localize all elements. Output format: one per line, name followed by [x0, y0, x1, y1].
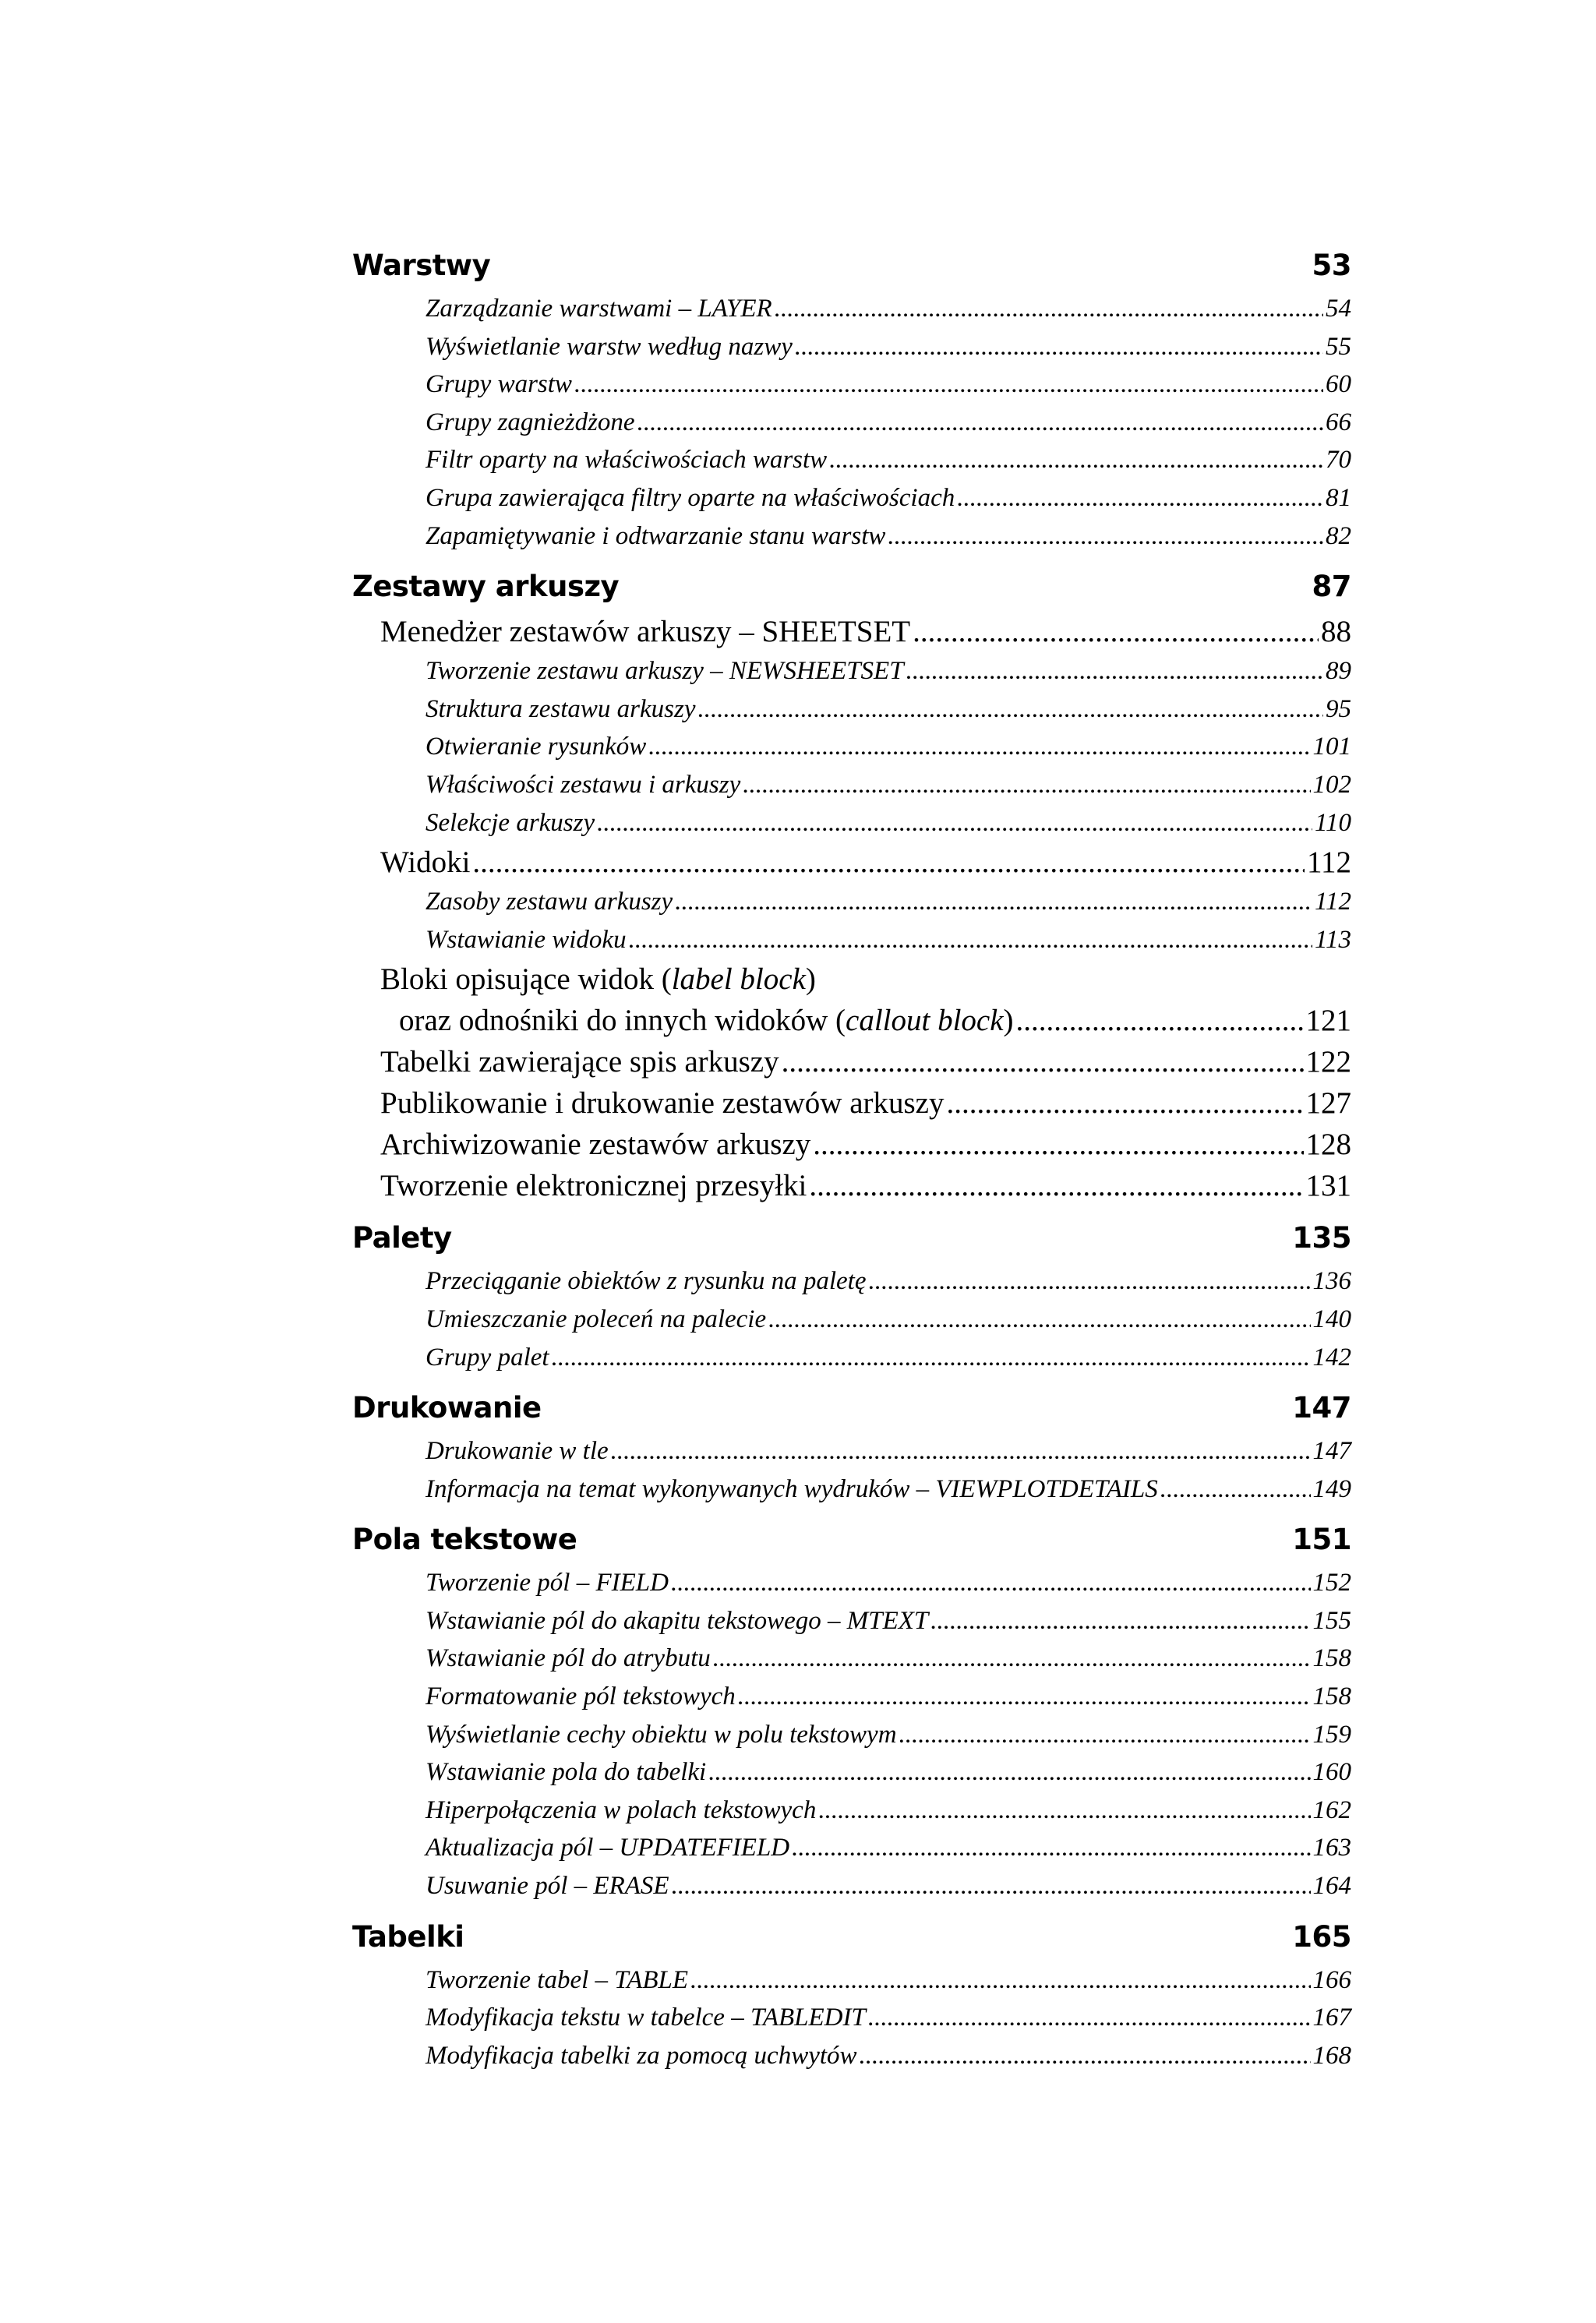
entry-page: 110	[1314, 808, 1351, 837]
chapter-heading	[352, 1384, 1351, 1432]
entry-label: Bloki opisujące widok (	[380, 962, 672, 997]
toc-entry	[380, 1082, 1351, 1124]
entry-label: Drukowanie w tle	[425, 1437, 609, 1466]
toc-entry	[425, 1999, 1351, 2037]
entry-label: Grupy zagnieżdżone	[425, 408, 635, 436]
toc-entry	[425, 766, 1351, 804]
chapter-heading	[352, 1516, 1351, 1564]
entry-label: Hiperpołączenia w polach tekstowych	[425, 1795, 817, 1824]
entry-label: Modyfikacja tabelki za pomocą uchwytów	[425, 2041, 857, 2070]
dot-leader	[782, 1041, 1304, 1082]
entry-label	[399, 1000, 1014, 1041]
entry-label: Grupy palet	[425, 1343, 549, 1372]
dot-leader	[698, 690, 1324, 729]
entry-label: )	[805, 962, 816, 997]
toc-entry	[425, 2037, 1351, 2075]
dot-leader	[597, 804, 1312, 842]
toc-entry	[425, 1678, 1351, 1716]
toc-entry	[425, 1339, 1351, 1377]
entry-label: Publikowanie i drukowanie zestawów arkuszy	[380, 1086, 945, 1121]
entry-page: 60	[1326, 370, 1351, 399]
entry-label: Wstawianie pola do tabelki	[425, 1758, 707, 1787]
entry-page: 160	[1312, 1758, 1351, 1787]
chapter-heading	[352, 1214, 1351, 1262]
toc-entry	[380, 1124, 1351, 1165]
entry-label: Zarządzanie warstwami – LAYER	[425, 295, 772, 323]
toc-entry	[425, 1470, 1351, 1509]
dot-leader	[860, 2037, 1311, 2075]
toc-entry	[399, 1000, 1351, 1041]
entry-label: Usuwanie pól – ERASE	[425, 1872, 669, 1901]
entry-label: Wstawianie pól do atrybutu	[425, 1644, 711, 1673]
entry-label: Wstawianie pól do akapitu tekstowego – MTEXT	[425, 1606, 929, 1635]
table-of-contents	[352, 242, 1351, 2074]
entry-label: Selekcje arkuszy	[425, 808, 595, 837]
entry-page: 166	[1312, 1965, 1351, 1994]
entry-page: 112	[1314, 888, 1351, 916]
entry-page: 128	[1305, 1128, 1351, 1162]
toc-entry	[425, 1716, 1351, 1754]
toc-entry	[425, 479, 1351, 517]
dot-leader	[648, 728, 1310, 766]
entry-label: Modyfikacja tekstu w tabelce – TABLEDIT	[425, 2003, 866, 2032]
entry-page: 113	[1314, 925, 1351, 954]
dot-leader	[809, 1165, 1303, 1206]
toc-entry	[425, 517, 1351, 556]
dot-leader	[868, 1999, 1311, 2037]
chapter-page: 147	[1292, 1391, 1351, 1425]
dot-leader	[708, 1753, 1310, 1792]
entry-page: 95	[1326, 694, 1351, 723]
dot-leader	[775, 290, 1323, 328]
dot-leader	[930, 1602, 1310, 1640]
entry-page: 167	[1312, 2003, 1351, 2032]
dot-leader	[637, 404, 1323, 442]
entry-label: Struktura zestawu arkuszy	[425, 694, 696, 723]
chapter-title: Pola tekstowe	[352, 1523, 577, 1557]
toc-entry	[425, 290, 1351, 328]
entry-label: Wyświetlanie warstw według nazwy	[425, 332, 793, 361]
chapter-title: Drukowanie	[352, 1391, 542, 1425]
dot-leader	[690, 1961, 1310, 2000]
dot-leader	[957, 479, 1323, 517]
entry-page: 82	[1326, 521, 1351, 550]
toc-entry	[425, 1301, 1351, 1339]
entry-label-part: )	[1003, 1004, 1014, 1038]
toc-entry	[425, 921, 1351, 959]
dot-leader	[552, 1339, 1311, 1377]
toc-entry	[425, 1262, 1351, 1301]
dot-leader	[792, 1829, 1310, 1867]
entry-label: Tworzenie elektronicznej przesyłki	[380, 1169, 807, 1203]
entry-page: 127	[1305, 1086, 1351, 1121]
entry-page: 70	[1326, 446, 1351, 475]
toc-entry	[380, 1165, 1351, 1206]
entry-label: Właściwości zestawu i arkuszy	[425, 770, 741, 799]
chapter-heading	[352, 563, 1351, 611]
toc-entry	[425, 1753, 1351, 1792]
toc-entry	[425, 883, 1351, 921]
entry-page: 55	[1326, 332, 1351, 361]
entry-label: Tworzenie tabel – TABLE	[425, 1965, 689, 1994]
chapter-heading	[352, 1913, 1351, 1961]
entry-page: 158	[1312, 1644, 1351, 1673]
entry-page: 142	[1312, 1343, 1351, 1372]
entry-label-italic: label block	[671, 962, 806, 997]
toc-entry	[425, 1867, 1351, 1905]
entry-page: 89	[1326, 657, 1351, 686]
dot-leader	[672, 1867, 1311, 1905]
entry-label: Aktualizacja pól – UPDATEFIELD	[425, 1834, 790, 1862]
dot-leader	[888, 517, 1323, 556]
entry-page: 101	[1312, 733, 1351, 761]
toc-entry	[425, 1640, 1351, 1678]
toc-entry	[425, 1829, 1351, 1867]
entry-page: 163	[1312, 1834, 1351, 1862]
entry-page: 147	[1312, 1437, 1351, 1466]
dot-leader	[629, 921, 1312, 959]
toc-entry	[425, 1961, 1351, 2000]
chapter-page: 53	[1312, 249, 1351, 282]
entry-page: 112	[1306, 846, 1351, 880]
toc-entry	[380, 1041, 1351, 1082]
entry-page: 131	[1305, 1169, 1351, 1203]
dot-leader	[574, 365, 1323, 404]
chapter-title: Warstwy	[352, 249, 491, 282]
entry-page: 155	[1312, 1606, 1351, 1635]
entry-page: 149	[1312, 1474, 1351, 1503]
entry-label: Umieszczanie poleceń na palecie	[425, 1304, 767, 1333]
entry-page: 168	[1312, 2041, 1351, 2070]
entry-label: Przeciąganie obiektów z rysunku na paletę	[425, 1267, 867, 1296]
chapter-heading	[352, 242, 1351, 290]
dot-leader	[913, 611, 1319, 652]
entry-label: Widoki	[380, 846, 471, 880]
chapter-page: 165	[1292, 1919, 1351, 1954]
entry-label: Menedżer zestawów arkuszy – SHEETSET	[380, 615, 911, 649]
dot-leader	[906, 652, 1323, 690]
entry-label: Wstawianie widoku	[425, 925, 627, 954]
entry-page: 162	[1312, 1795, 1351, 1824]
toc-entry	[380, 842, 1351, 883]
toc-entry	[425, 365, 1351, 404]
entry-page: 140	[1312, 1304, 1351, 1333]
entry-page: 122	[1305, 1045, 1351, 1079]
dot-leader	[713, 1640, 1311, 1678]
entry-label: Informacja na temat wykonywanych wydruków – VIEWPLOTDETAILS	[425, 1474, 1158, 1503]
entry-label: Tworzenie zestawu arkuszy – NEWSHEETSET	[425, 657, 904, 686]
entry-page: 121	[1305, 1004, 1351, 1038]
entry-label: Grupy warstw	[425, 370, 572, 399]
toc-entry	[425, 1564, 1351, 1602]
chapter-page: 151	[1292, 1523, 1351, 1557]
toc-entry	[380, 959, 1351, 1000]
dot-leader	[611, 1432, 1311, 1470]
chapter-title: Palety	[352, 1221, 452, 1255]
entry-label: Zasoby zestawu arkuszy	[425, 888, 673, 916]
toc-entry	[425, 804, 1351, 842]
entry-label-part: oraz odnośniki do innych widoków (	[399, 1004, 846, 1038]
dot-leader	[868, 1262, 1310, 1301]
dot-leader	[899, 1716, 1311, 1754]
entry-label: Filtr oparty na właściwościach warstw	[425, 446, 828, 475]
chapter-title: Tabelki	[352, 1919, 464, 1954]
toc-entry	[425, 1432, 1351, 1470]
toc-entry	[425, 404, 1351, 442]
entry-page: 88	[1321, 615, 1351, 649]
entry-label: Zapamiętywanie i odtwarzanie stanu warstw	[425, 521, 886, 550]
entry-label: Otwieranie rysunków	[425, 733, 647, 761]
entry-page: 102	[1312, 770, 1351, 799]
entry-label: Archiwizowanie zestawów arkuszy	[380, 1128, 811, 1162]
toc-entry	[425, 328, 1351, 366]
entry-label: Tworzenie pól – FIELD	[425, 1569, 669, 1598]
entry-label: Wyświetlanie cechy obiektu w polu tekstowym	[425, 1720, 897, 1749]
entry-page: 159	[1312, 1720, 1351, 1749]
entry-page: 158	[1312, 1682, 1351, 1711]
dot-leader	[813, 1124, 1303, 1165]
toc-entry	[425, 441, 1351, 479]
entry-label: Formatowanie pól tekstowych	[425, 1682, 736, 1711]
dot-leader	[795, 328, 1323, 366]
dot-leader	[472, 842, 1305, 883]
dot-leader	[671, 1564, 1311, 1602]
dot-leader	[829, 441, 1323, 479]
entry-label: Grupa zawierająca filtry oparte na właściwościach	[425, 483, 955, 512]
toc-entry	[425, 728, 1351, 766]
dot-leader	[768, 1301, 1310, 1339]
toc-entry	[425, 690, 1351, 729]
dot-leader	[738, 1678, 1311, 1716]
chapter-page: 135	[1292, 1221, 1351, 1255]
chapter-title: Zestawy arkuszy	[352, 570, 620, 604]
dot-leader	[946, 1082, 1303, 1124]
entry-label-italic: callout block	[846, 1004, 1004, 1038]
toc-entry	[425, 1792, 1351, 1830]
entry-page: 136	[1312, 1267, 1351, 1296]
dot-leader	[1016, 1000, 1304, 1041]
dot-leader	[743, 766, 1310, 804]
chapter-page: 87	[1312, 570, 1351, 604]
entry-page: 66	[1326, 408, 1351, 436]
entry-label: Tabelki zawierające spis arkuszy	[380, 1045, 779, 1079]
entry-page: 164	[1312, 1872, 1351, 1901]
toc-entry	[380, 611, 1351, 652]
dot-leader	[1160, 1470, 1311, 1509]
entry-page: 81	[1326, 483, 1351, 512]
entry-page: 152	[1312, 1569, 1351, 1598]
toc-entry	[425, 1602, 1351, 1640]
dot-leader	[818, 1792, 1310, 1830]
dot-leader	[675, 883, 1312, 921]
toc-entry	[425, 652, 1351, 690]
entry-page: 54	[1326, 295, 1351, 323]
